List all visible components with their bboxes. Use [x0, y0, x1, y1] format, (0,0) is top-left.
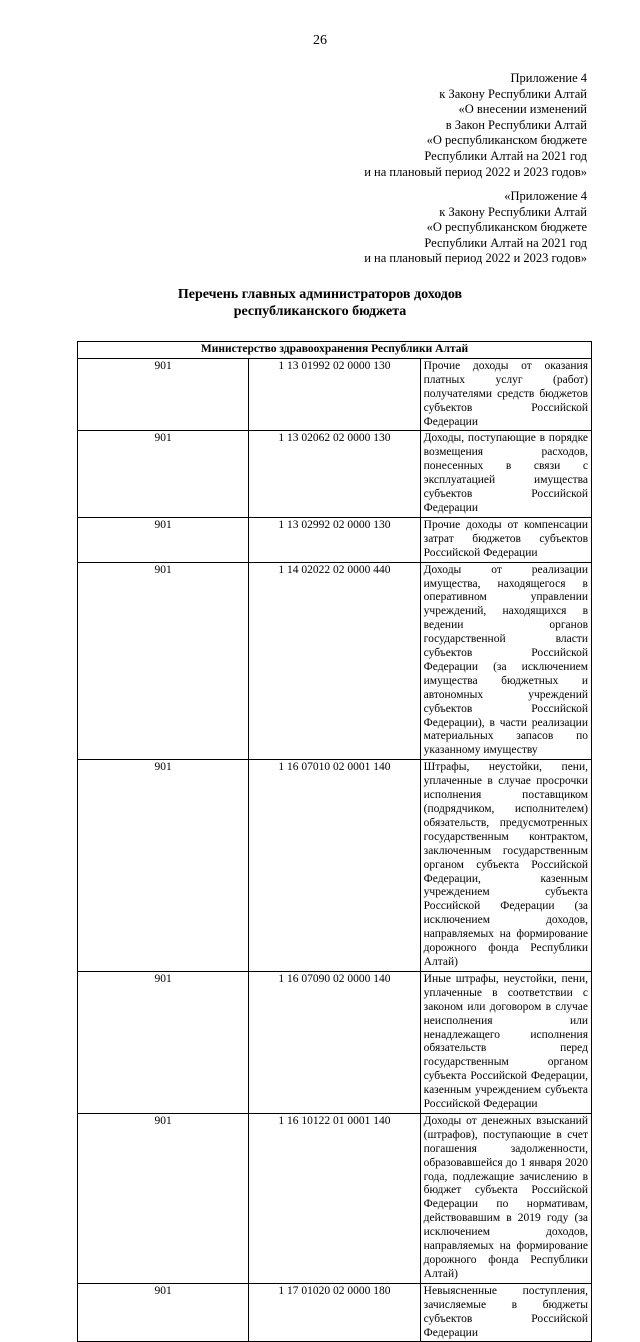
- table-row: [78, 517, 592, 562]
- budget-code-cell: 1 16 10122 01 0001 140: [249, 1113, 420, 1283]
- revenue-name-cell: Иные штрафы, неустойки, пени, уплаченные в соответствии с законом или договором в случае неисполнения или ненадлежащего исполнения обязательств перед государственным органом субъекта Российской Федерации, казенным учреждением субъекта Российской Федерации: [420, 971, 591, 1113]
- appendix-line: «Приложение 4: [504, 189, 587, 203]
- title-line: республиканского бюджета: [233, 304, 407, 319]
- appendix-original-law: [364, 189, 587, 267]
- table-row: [78, 431, 592, 517]
- admin-code-cell: 901: [78, 971, 249, 1113]
- appendix-line: Республики Алтай на 2021 год: [424, 148, 587, 163]
- budget-code-cell: 1 16 07090 02 0000 140: [249, 971, 420, 1113]
- appendix-line: к Закону Республики Алтай: [439, 204, 587, 219]
- appendix-line: Приложение 4: [510, 71, 587, 85]
- admin-code-cell: 901: [78, 760, 249, 972]
- document-title: [0, 286, 640, 320]
- revenue-name-cell: Прочие доходы от компенсации затрат бюджетов субъектов Российской Федерации: [420, 517, 591, 562]
- table-row: [78, 1113, 592, 1283]
- revenue-name-cell: Доходы от денежных взысканий (штрафов), поступающие в счет погашения задолженности, образовавшейся до 1 января 2020 года, подлежащие зачислению в бюджет субъекта Российской Федерации по нормативам, действовавшим в 2019 году (за исключением доходов, направляемых на формирование дорожного фонда Республики Алтай): [420, 1113, 591, 1283]
- admin-code-cell: 901: [78, 562, 249, 760]
- ministry-row: [78, 342, 592, 359]
- revenue-name-cell: Доходы от реализации имущества, находящегося в оперативном управлении учреждений, находящихся в ведении органов государственной власти субъектов Российской Федерации (за исключением имущества бюджетных и автономных учреждений субъектов Российской Федерации), в части реализации материальных запасов по указанному имуществу: [420, 562, 591, 760]
- revenue-name-cell: Прочие доходы от оказания платных услуг (работ) получателями средств бюджетов субъектов Российской Федерации: [420, 358, 591, 431]
- admin-code-cell: 901: [78, 1283, 249, 1342]
- table-row: [78, 562, 592, 760]
- budget-code-cell: 1 17 01020 02 0000 180: [249, 1283, 420, 1342]
- page-number: 26: [313, 33, 327, 48]
- title-line: Перечень главных администраторов доходов: [177, 287, 463, 302]
- appendix-line: «О республиканском бюджете: [426, 220, 587, 235]
- admin-code-cell: 901: [78, 358, 249, 431]
- appendix-amending-law: [364, 71, 587, 180]
- revenue-name-cell: Доходы, поступающие в порядке возмещения расходов, понесенных в связи с эксплуатацией имущества субъектов Российской Федерации: [420, 431, 591, 517]
- budget-code-cell: 1 13 01992 02 0000 130: [249, 358, 420, 431]
- revenue-name-cell: Невыясненные поступления, зачисляемые в бюджеты субъектов Российской Федерации: [420, 1283, 591, 1342]
- budget-code-cell: 1 14 02022 02 0000 440: [249, 562, 420, 760]
- table-row: [78, 1283, 592, 1342]
- table-row: [78, 760, 592, 972]
- budget-code-cell: 1 13 02992 02 0000 130: [249, 517, 420, 562]
- appendix-line: «О республиканском бюджете: [426, 133, 587, 148]
- budget-code-cell: 1 13 02062 02 0000 130: [249, 431, 420, 517]
- appendix-line: в Закон Республики Алтай: [445, 117, 587, 132]
- appendix-line: Республики Алтай на 2021 год: [424, 235, 587, 250]
- admin-code-cell: 901: [78, 1113, 249, 1283]
- table-row: [78, 971, 592, 1113]
- revenue-administrators-table: [77, 341, 592, 1342]
- admin-code-cell: 901: [78, 431, 249, 517]
- admin-code-cell: 901: [78, 517, 249, 562]
- appendix-line: и на плановый период 2022 и 2023 годов»: [364, 164, 587, 179]
- appendix-line: «О внесении изменений: [458, 102, 587, 117]
- ministry-name: Министерство здравоохранения Республики Алтай: [78, 342, 592, 359]
- table-row: [78, 358, 592, 431]
- appendix-line: и на плановый период 2022 и 2023 годов»: [364, 251, 587, 266]
- revenue-name-cell: Штрафы, неустойки, пени, уплаченные в случае просрочки исполнения поставщиком (подрядчиком, исполнителем) обязательств, предусмотренных государственным контрактом, заключенным государственным органом субъекта Российской Федерации, казенным учреждением субъекта Российской Федерации (за исключением доходов, направляемых на формирование дорожного фонда Республики Алтай): [420, 760, 591, 972]
- appendix-line: к Закону Республики Алтай: [439, 86, 587, 101]
- budget-code-cell: 1 16 07010 02 0001 140: [249, 760, 420, 972]
